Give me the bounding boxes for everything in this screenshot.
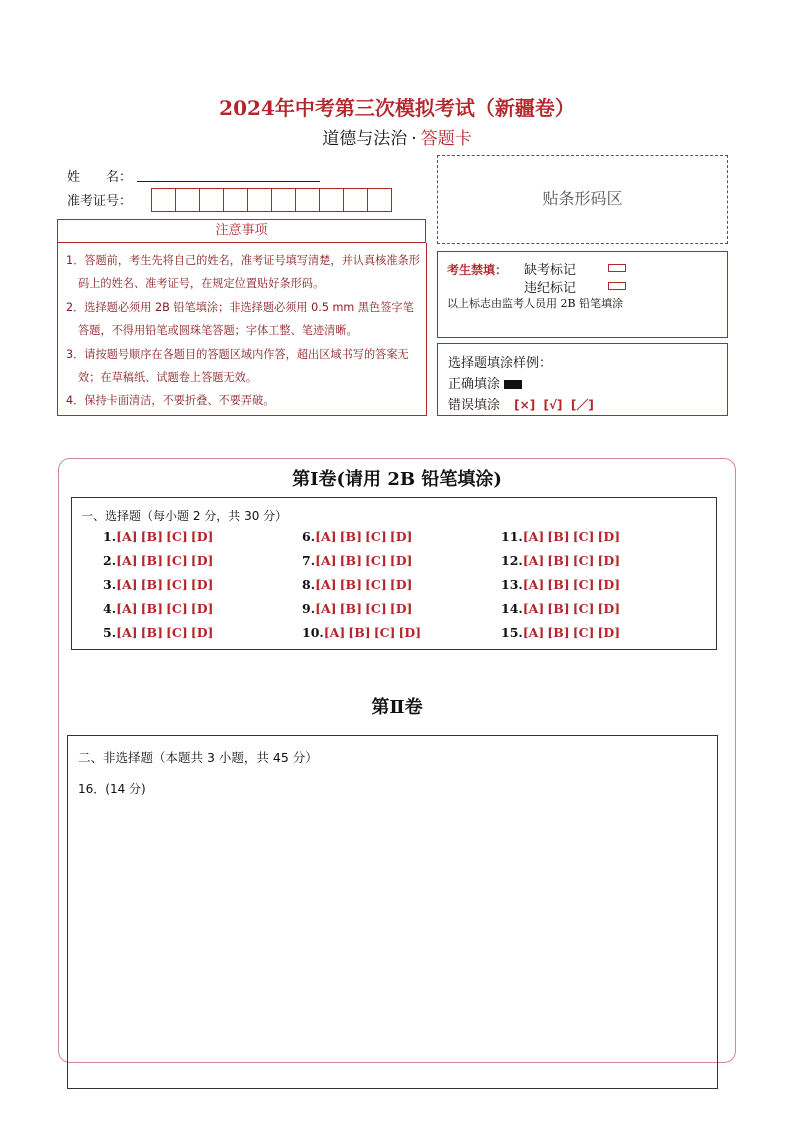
answer-option-c[interactable]: [C] [166,601,188,616]
answer-option-a[interactable]: [A] [116,553,138,568]
multiple-choice-box [71,497,717,650]
answer-option-b[interactable]: [B] [339,601,362,616]
violation-mark-box[interactable] [608,282,626,290]
answer-option-c[interactable]: [C] [572,553,595,568]
answer-option-d[interactable]: [D] [398,625,422,640]
sample-title: 选择题填涂样例： [448,356,553,371]
answer-option-b[interactable]: [B] [547,577,570,592]
notice-box [57,243,427,416]
question-column [501,525,623,645]
question-number: 15. [501,625,523,640]
section1-title: 第Ⅰ卷(请用 2B 铅笔填涂) [292,469,502,490]
answer-option-c[interactable]: [C] [166,625,188,640]
question-number: 9. [302,601,316,616]
answer-option-c[interactable]: [C] [365,577,387,592]
notice-item: 3．请按题号顺序在各题目的答题区域内作答，超出区域书写的答案无效；在草稿纸、试题卷上答题无效。 [66,347,409,385]
id-digit-box[interactable] [367,188,392,212]
answer-option-a[interactable]: [A] [522,553,545,568]
multiple-choice-heading: 一、选择题（每小题 2 分，共 30 分） [81,509,288,523]
correct-sample-label: 正确填涂 [448,377,501,392]
answer-option-b[interactable]: [B] [339,577,362,592]
answer-option-d[interactable]: [D] [389,529,413,544]
question-column [302,525,424,645]
absent-mark-box[interactable] [608,264,626,272]
id-digit-box[interactable] [151,188,176,212]
id-digit-box[interactable] [199,188,224,212]
question-row [302,621,424,645]
question-row [501,573,623,597]
question-column [103,525,216,645]
answer-option-d[interactable]: [D] [389,601,413,616]
notice-item: 2．选择题必须用 2B 铅笔填涂；非选择题必须用 0.5 mm 黑色签字笔答题，不得用铅笔或圆珠笔答题；字体工整、笔迹清晰。 [66,300,414,338]
question-row [103,621,216,645]
answer-option-d[interactable]: [D] [597,553,621,568]
answer-option-c[interactable]: [C] [166,553,188,568]
wrong-marks: [×] [√] [／] [514,398,594,412]
forbidden-note: 以上标志由监考人员用 2B 铅笔填涂 [447,297,624,310]
answer-option-a[interactable]: [A] [116,625,138,640]
filled-mark-icon [504,380,522,389]
id-digit-box[interactable] [343,188,368,212]
answer-option-a[interactable]: [A] [522,529,545,544]
notice-list [58,243,426,413]
question-number: 13. [501,577,523,592]
answer-option-a[interactable]: [A] [315,529,337,544]
sample-box [437,343,728,416]
name-field[interactable] [137,180,320,182]
question-number: 12. [501,553,523,568]
id-digit-box[interactable] [175,188,200,212]
answer-option-a[interactable]: [A] [315,601,337,616]
question-row [501,597,623,621]
question-number: 3. [103,577,117,592]
answer-option-c[interactable]: [C] [373,625,396,640]
open-question-heading: 二、非选择题（本题共 3 小题，共 45 分） [78,750,318,765]
answer-option-d[interactable]: [D] [389,553,413,568]
question-row [302,525,424,549]
answer-option-d[interactable]: [D] [190,529,214,544]
question-number: 7. [302,553,316,568]
answer-option-c[interactable]: [C] [572,529,595,544]
question-row [501,621,623,645]
correct-sample [448,373,522,392]
answer-option-d[interactable]: [D] [389,577,413,592]
id-digit-box[interactable] [223,188,248,212]
wrong-sample [448,394,594,413]
exam-title: 2024年中考第三次模拟考试（新疆卷） [219,96,575,120]
wrong-sample-label: 错误填涂 [448,398,501,413]
answer-option-a[interactable]: [A] [116,529,138,544]
question-row [302,597,424,621]
question-row [302,573,424,597]
question-number: 4. [103,601,117,616]
answer-option-c[interactable]: [C] [166,529,188,544]
answer-option-b[interactable]: [B] [339,529,362,544]
answer-option-b[interactable]: [B] [547,553,570,568]
answer-option-b[interactable]: [B] [348,625,371,640]
answer-option-a[interactable]: [A] [522,577,545,592]
answer-option-b[interactable]: [B] [140,529,163,544]
question-row [103,525,216,549]
notice-item: 4．保持卡面清洁，不要折叠、不要弄破。 [66,394,275,408]
question-row [501,549,623,573]
notice-title: 注意事项 [57,219,426,243]
answer-option-d[interactable]: [D] [190,577,214,592]
section2-title: 第Ⅱ卷 [371,697,423,718]
id-digit-box[interactable] [271,188,296,212]
answer-option-b[interactable]: [B] [140,601,163,616]
question-number: 5. [103,625,117,640]
answer-option-c[interactable]: [C] [365,529,387,544]
answer-option-d[interactable]: [D] [597,529,621,544]
id-label: 准考证号： [67,194,133,209]
question-row [103,597,216,621]
answer-option-d[interactable]: [D] [190,553,214,568]
answer-option-a[interactable]: [A] [323,625,346,640]
question-number: 8. [302,577,316,592]
absent-mark-label: 缺考标记 [524,263,577,278]
subtitle-separator: · [411,129,417,149]
id-digit-box[interactable] [247,188,272,212]
answer-option-d[interactable]: [D] [190,601,214,616]
answer-option-b[interactable]: [B] [140,553,163,568]
answer-card-label: 答题卡 [420,129,472,149]
question-number: 2. [103,553,117,568]
forbidden-label: 考生禁填： [447,263,508,277]
answer-option-a[interactable]: [A] [522,625,545,640]
name-label: 姓 名： [67,170,133,185]
question-number: 1. [103,529,117,544]
answer-option-a[interactable]: [A] [116,577,138,592]
question-number: 10. [302,625,324,640]
answer-option-a[interactable]: [A] [522,601,545,616]
answer-option-c[interactable]: [C] [572,625,595,640]
answer-option-d[interactable]: [D] [597,577,621,592]
answer-option-b[interactable]: [B] [140,625,163,640]
answer-option-c[interactable]: [C] [365,553,387,568]
question-row [103,549,216,573]
answer-option-c[interactable]: [C] [572,577,595,592]
answer-option-d[interactable]: [D] [597,601,621,616]
answer-option-b[interactable]: [B] [547,625,570,640]
answer-option-d[interactable]: [D] [597,625,621,640]
subject-label: 道德与法治 [322,129,408,149]
question-row [501,525,623,549]
exam-subtitle [0,124,794,149]
question-16-label: 16．(14 分) [78,782,146,796]
question-row [302,549,424,573]
question-number: 14. [501,601,523,616]
id-number-boxes[interactable] [151,188,392,212]
id-digit-box[interactable] [295,188,320,212]
answer-option-c[interactable]: [C] [572,601,595,616]
question-number: 6. [302,529,316,544]
open-question-box[interactable] [67,735,718,1089]
answer-option-b[interactable]: [B] [547,601,570,616]
violation-mark-label: 违纪标记 [524,281,577,296]
answer-option-c[interactable]: [C] [166,577,188,592]
question-row [103,573,216,597]
answer-option-a[interactable]: [A] [315,553,337,568]
answer-option-b[interactable]: [B] [339,553,362,568]
barcode-area: 贴条形码区 [437,155,728,244]
notice-item: 1．答题前，考生先将自己的姓名，准考证号填写清楚，并认真核准条形码上的姓名、准考证号，在规定位置贴好条形码。 [66,254,420,291]
answer-option-a[interactable]: [A] [116,601,138,616]
answer-option-b[interactable]: [B] [547,529,570,544]
id-digit-box[interactable] [319,188,344,212]
answer-option-b[interactable]: [B] [140,577,163,592]
answer-option-a[interactable]: [A] [315,577,337,592]
answer-option-d[interactable]: [D] [190,625,214,640]
answer-option-c[interactable]: [C] [365,601,387,616]
question-number: 11. [501,529,523,544]
forbidden-box [437,251,728,338]
